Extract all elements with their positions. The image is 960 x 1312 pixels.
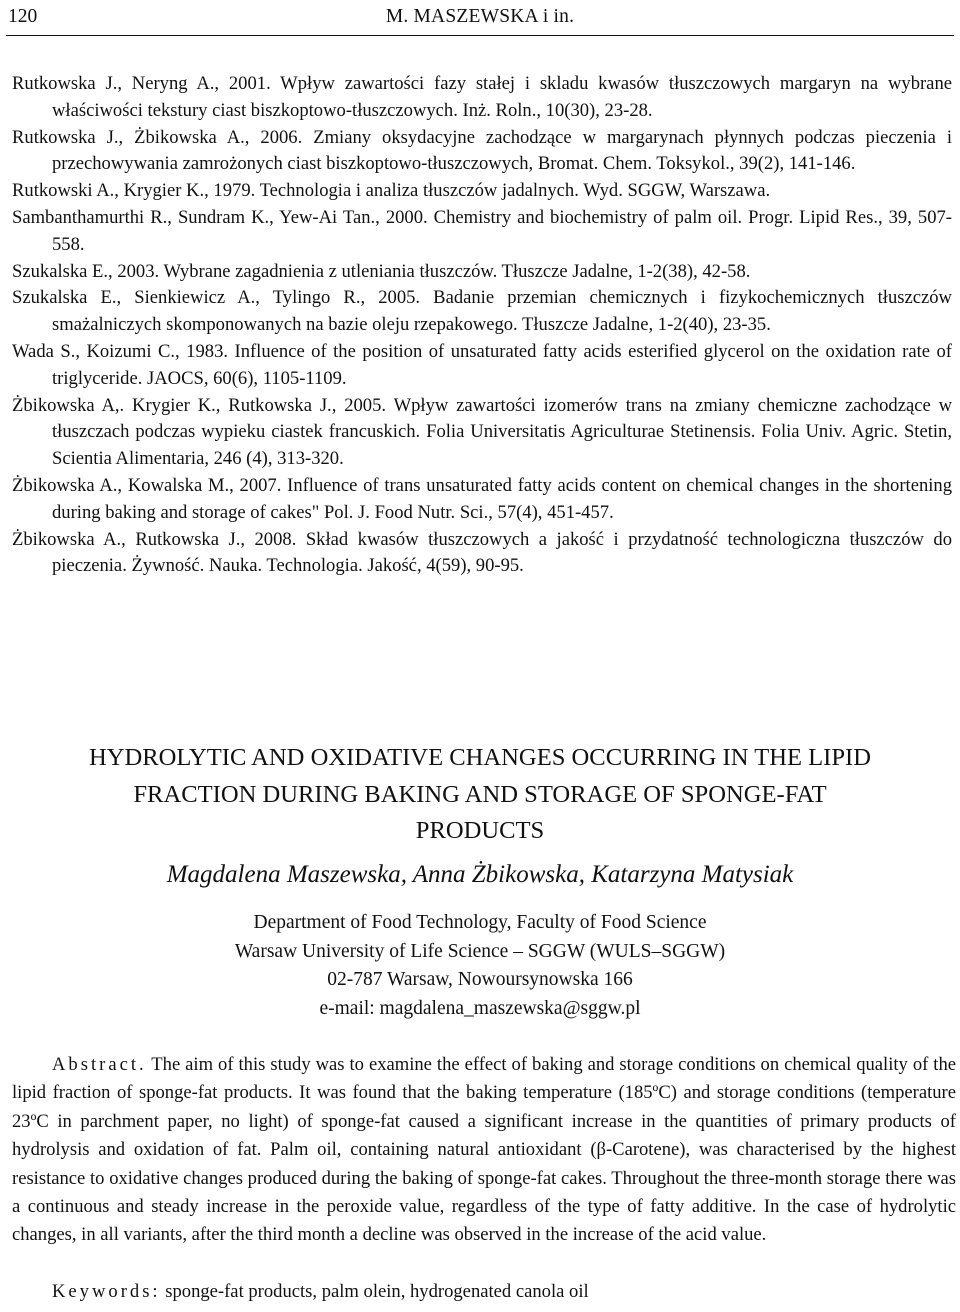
affiliation [0,909,960,1023]
reference-item: Rutkowska J., Żbikowska A., 2006. Zmiany oksydacyjne zachodzące w margarynach płynnych podczas pieczenia i przechowywania zamrożonych ciast biszkoptowo-tłuszczowych, Bromat. Chem. Toksykol., 39(2), 141-146. [12,126,952,175]
affiliation-email: e-mail: magdalena_maszewska@sggw.pl [319,997,641,1019]
affiliation-address: 02-787 Warsaw, Nowoursynowska 166 [327,969,633,991]
reference-list [12,71,952,580]
affiliation-university: Warsaw University of Life Science – SGGW (WULS–SGGW) [234,940,726,962]
reference-item: Żbikowska A., Kowalska M., 2007. Influence of trans unsaturated fatty acids content on chemical changes in the shortening during baking and storage of cakes" Pol. J. Food Nutr. Sci., 57(4), 451-457. [12,474,952,523]
running-header-authors: M. MASZEWSKA i in. [385,6,575,27]
article-title-line: HYDROLYTIC AND OXIDATIVE CHANGES OCCURRING IN THE LIPID [88,744,871,771]
article-title [0,740,960,850]
reference-item: Szukalska E., Sienkiewicz A., Tylingo R., 2005. Badanie przemian chemicznych i fizykochemicznych tłuszczów smażalniczych skomponowanych na bazie oleju rzepakowego. Tłuszcze Jadalne, 1-2(40), 23-35. [12,287,952,336]
keywords-label: Keywords: [52,1281,161,1302]
abstract-text: The aim of this study was to examine the effect of baking and storage conditions on chemical quality of the lipid fraction of sponge-fat products. It was found that the baking temperature (185ºC) and storage conditions (temperature 23ºC in parchment paper, no light) of sponge-fat caused a significant increase in the quantities of primary products of hydrolysis and oxidation of fat. Palm oil, containing natural antioxidant (β-Carotene), was characterised by the highest resistance to oxidative changes produced during the baking of sponge-fat cakes. Throughout the three-month storage there was a continuous and steady increase in the peroxide value, regardless of the type of fatty additive. In the case of hydrolytic changes, in all variants, after the third month a decline was observed in the increase of the acid value. [12,1054,957,1246]
abstract [12,1051,956,1250]
running-header [6,4,954,34]
page-number: 120 [8,6,38,27]
reference-item: Wada S., Koizumi C., 1983. Influence of the position of unsaturated fatty acids esterified glycerol on the oxidation rate of triglyceride. JAOCS, 60(6), 1105-1109. [12,340,952,389]
reference-item: Rutkowska J., Neryng A., 2001. Wpływ zawartości fazy stałej i skladu kwasów tłuszczowych margaryn na wybrane właściwości tekstury ciast biszkoptowo-tłuszczowych. Inż. Roln., 10(30), 23-28. [12,73,952,121]
affiliation-department: Department of Food Technology, Faculty of Food Science [253,912,707,933]
reference-item: Rutkowski A., Krygier K., 1979. Technologia i analiza tłuszczów jadalnych. Wyd. SGGW, Warszawa. [12,180,771,202]
reference-item: Sambanthamurthi R., Sundram K., Yew-Ai Tan., 2000. Chemistry and biochemistry of palm oil. Progr. Lipid Res., 39, 507-558. [12,206,952,255]
reference-item: Szukalska E., 2003. Wybrane zagadnienia z utleniania tłuszczów. Tłuszcze Jadalne, 1-2(38), 42-58. [12,260,751,282]
keywords-text: sponge-fat products, palm olein, hydrogenated canola oil [165,1281,589,1302]
abstract-label: Abstract. [52,1054,147,1075]
article-authors: Magdalena Maszewska, Anna Żbikowska, Katarzyna Matysiak [166,861,794,888]
article-title-line: FRACTION DURING BAKING AND STORAGE OF SPONGE-FAT [133,780,827,808]
reference-item: Żbikowska A,. Krygier K., Rutkowska J., 2005. Wpływ zawartości izomerów trans na zmiany chemiczne zachodzące w tłuszczach podczas wypieku ciastek francuskich. Folia Universitatis Agriculturae Stetinensis. Folia Univ. Agric. Stetin, Scientia Alimentaria, 246 (4), 313-320. [12,394,952,470]
reference-item: Żbikowska A., Rutkowska J., 2008. Skład kwasów tłuszczowych a jakość i przydatność technologiczna tłuszczów do pieczenia. Żywność. Nauka. Technologia. Jakość, 4(59), 90-95. [12,528,952,577]
keywords [12,1278,956,1306]
header-rule [6,35,954,36]
article-title-line: PRODUCTS [415,817,545,844]
